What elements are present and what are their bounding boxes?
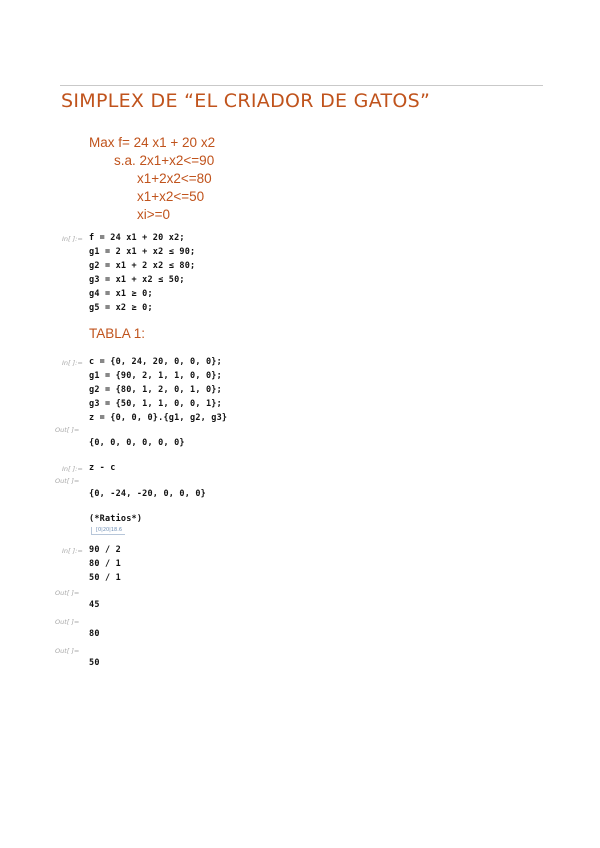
code-line[interactable]: c = {0, 24, 20, 0, 0, 0};	[89, 357, 222, 367]
cell-tag: [0|20|18.6	[91, 527, 125, 535]
section-divider	[60, 85, 543, 86]
model-nonnegativity: xi>=0	[137, 207, 171, 222]
model-constraint-3: x1+x2<=50	[137, 189, 205, 204]
output-value: 45	[89, 600, 100, 610]
output-value: 80	[89, 629, 100, 639]
input-label: In[ ]:=	[62, 359, 83, 367]
output-value: {0, -24, -20, 0, 0, 0}	[89, 489, 206, 499]
code-line[interactable]: 50 / 1	[89, 573, 121, 583]
code-line[interactable]: z - c	[89, 463, 116, 473]
output-value: {0, 0, 0, 0, 0, 0}	[89, 438, 185, 448]
input-label: In[ ]:=	[62, 235, 83, 243]
code-line[interactable]: f = 24 x1 + 20 x2;	[89, 233, 185, 243]
code-line[interactable]: g5 = x2 ≥ 0;	[89, 303, 153, 313]
notebook-title: SIMPLEX DE “EL CRIADOR DE GATOS”	[61, 90, 431, 112]
output-label: Out[ ]=	[55, 618, 80, 626]
code-line[interactable]: g2 = {80, 1, 2, 0, 1, 0};	[89, 385, 222, 395]
code-line[interactable]: g3 = {50, 1, 1, 0, 0, 1};	[89, 399, 222, 409]
code-line[interactable]: 80 / 1	[89, 559, 121, 569]
code-comment[interactable]: (*Ratios*)	[89, 514, 143, 524]
code-line[interactable]: g1 = 2 x1 + x2 ≤ 90;	[89, 247, 196, 257]
code-line[interactable]: g1 = {90, 2, 1, 1, 0, 0};	[89, 371, 222, 381]
output-label: Out[ ]=	[55, 647, 80, 655]
output-value: 50	[89, 658, 100, 668]
output-label: Out[ ]=	[55, 477, 80, 485]
code-line[interactable]: z = {0, 0, 0}.{g1, g2, g3}	[89, 413, 228, 423]
input-label: In[ ]:=	[62, 465, 83, 473]
model-constraint-1: s.a. 2x1+x2<=90	[114, 153, 215, 168]
model-objective: Max f= 24 x1 + 20 x2	[89, 135, 216, 150]
code-line[interactable]: g2 = x1 + 2 x2 ≤ 80;	[89, 261, 196, 271]
output-label: Out[ ]=	[55, 589, 80, 597]
code-line[interactable]: 90 / 2	[89, 545, 121, 555]
code-line[interactable]: g3 = x1 + x2 ≤ 50;	[89, 275, 185, 285]
model-constraint-2: x1+2x2<=80	[137, 171, 212, 186]
input-label: In[ ]:=	[62, 547, 83, 555]
section-title: TABLA 1:	[89, 326, 146, 341]
output-label: Out[ ]=	[55, 426, 80, 434]
code-line[interactable]: g4 = x1 ≥ 0;	[89, 289, 153, 299]
